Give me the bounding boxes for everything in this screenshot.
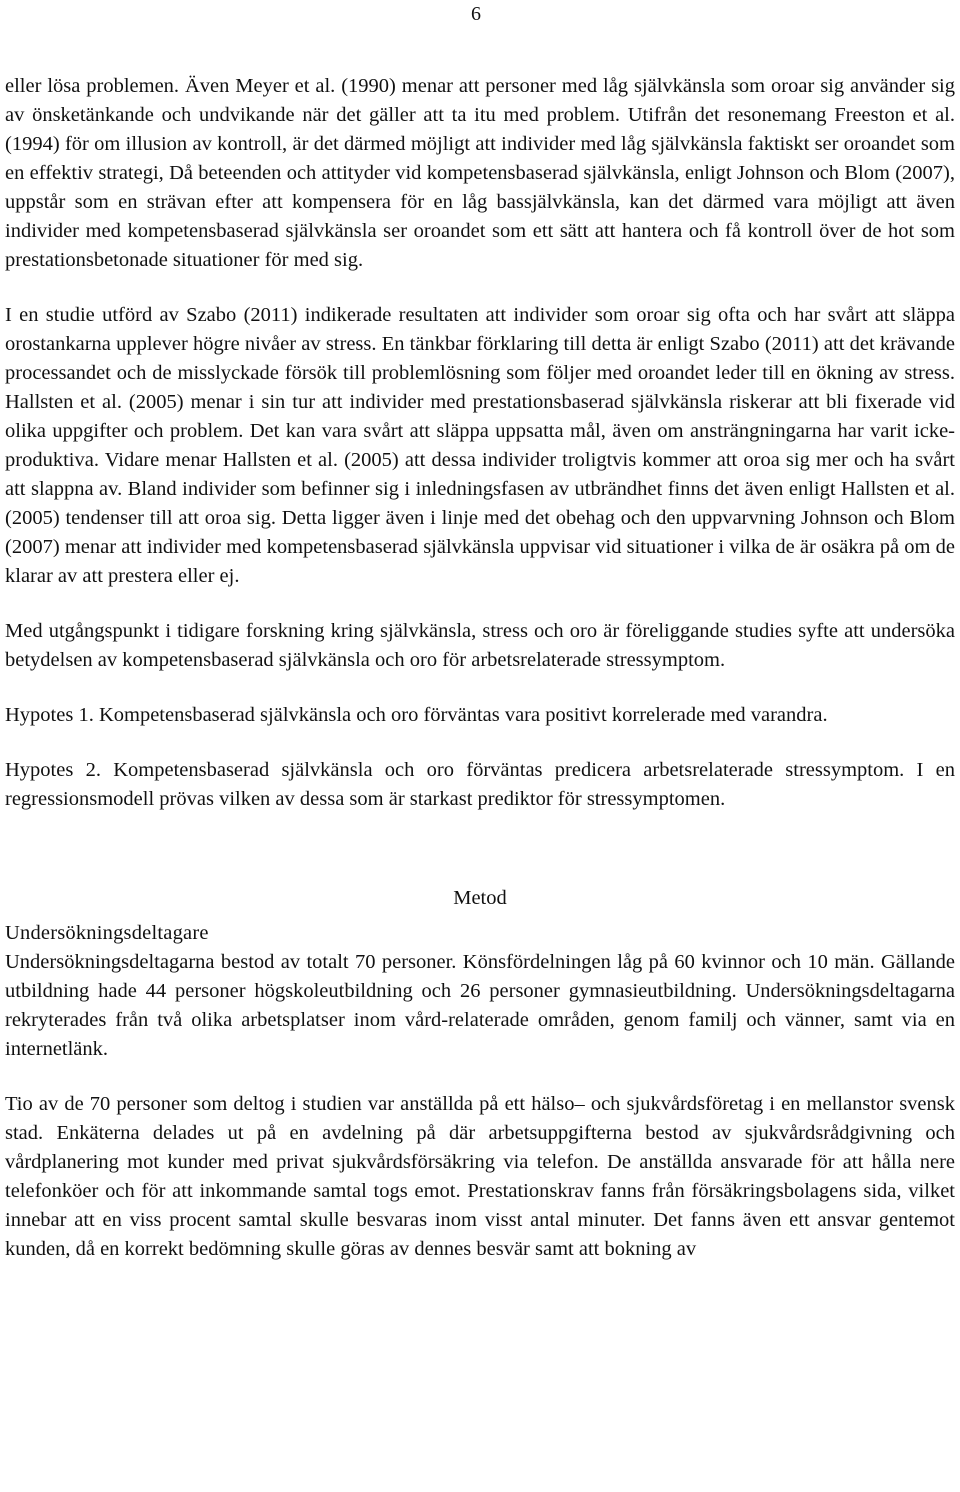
subsection-heading-participants: Undersökningsdeltagare [5, 922, 209, 944]
document-body [5, 72, 955, 1264]
paragraph-worry-strategy: eller lösa problemen. Även Meyer et al. (1990) menar att personer med låg självkänsla som oroar sig använder sig av önsketänkande och undvikande när det gäller att ta itu med problem. Utifrån det resonemang Freeston et al. (1994) för om illusion av kontroll, är det därmed möjligt att individer med låg självkänsla faktiskt ser oroandet som en effektiv strategi, Då beteenden och attityder vid kompetensbaserad självkänsla, enligt Johnson och Blom (2007), uppstår som en strävan efter att kompensera för en låg bassjälvkänsla, kan det därmed vara möjligt att även individer med kompetensbaserad självkänsla ser oroandet som ett sätt att hantera och få kontroll över de hot som prestationsbetonade situationer för med sig. [5, 75, 955, 271]
hypothesis-2: Hypotes 2. Kompetensbaserad självkänsla och oro förväntas predicera arbetsrelaterade stressymptom. I en regressionsmodell prövas vilken av dessa som är starkast prediktor för stressymptomen. [5, 759, 955, 810]
page-number: 6 [471, 3, 481, 25]
paragraph-study-aim: Med utgångspunkt i tidigare forskning kring självkänsla, stress och oro är föreliggande studies syfte att undersöka betydelsen av kompetensbaserad självkänsla och oro för arbetsrelaterade stressymptom. [5, 620, 955, 671]
paragraph-workplace: Tio av de 70 personer som deltog i studien var anställda på ett hälso– och sjukvårdsföretag i en mellanstor svensk stad. Enkäterna delades ut på en avdelning på där arbetsuppgifterna bestod av sjukvårdsrådgivning och vårdplanering mot kunder med privat sjukvårdsförsäkring via telefon. De anställda ansvarade för att hålla nere telefonköer och för att inkommande samtal togs emot. Prestationskrav fanns från försäkringsbolagens sida, vilket innebar att en viss procent samtal skulle besvaras inom visst antal minuter. Det fanns även ett ansvar gentemot kunden, då en korrekt bedömning skulle göras av dennes besvär samt att bokning av [5, 1093, 955, 1260]
section-heading-method: Metod [453, 887, 507, 909]
paragraph-stress-worry: I en studie utförd av Szabo (2011) indikerade resultaten att individer som oroar sig ofta och har svårt att släppa orostankarna upplever högre nivåer av stress. En tänkbar förklaring till detta är enligt Szabo (2011) att det krävande processandet och de misslyckade försök till problemlösning som följer med oroandet leder till en ökning av stress. Hallsten et al. (2005) menar i sin tur att individer med prestationsbaserad självkänsla riskerar att bli fixerade vid olika uppgifter och problem. Det kan vara svårt att släppa uppsatta mål, även om ansträngningarna har varit icke-produktiva. Vidare menar Hallsten et al. (2005) att dessa individer troligtvis kommer att oroa sig mer och ha svårt att slappna av. Bland individer som befinner sig i inledningsfasen av utbrändhet finns det även enligt Hallsten et al.(2005) tendenser till att oroa sig. Detta ligger även i linje med det obehag och den uppvarvning Johnson och Blom (2007) menar att individer med kompetensbaserad självkänsla uppvisar vid situationer i vilka de är osäkra på om de klarar av att prestera eller ej. [5, 304, 955, 587]
hypothesis-1: Hypotes 1. Kompetensbaserad självkänsla och oro förväntas vara positivt korrelerade med varandra. [5, 704, 828, 726]
paragraph-participants: Undersökningsdeltagarna bestod av totalt 70 personer. Könsfördelningen låg på 60 kvinnor och 10 män. Gällande utbildning hade 44 personer högskoleutbildning och 26 personer gymnasieutbildning. Undersökningsdeltagarna rekryterades från två olika arbetsplatser inom vård-relaterade områden, genom familj och vänner, samt via en internetlänk. [5, 951, 955, 1060]
